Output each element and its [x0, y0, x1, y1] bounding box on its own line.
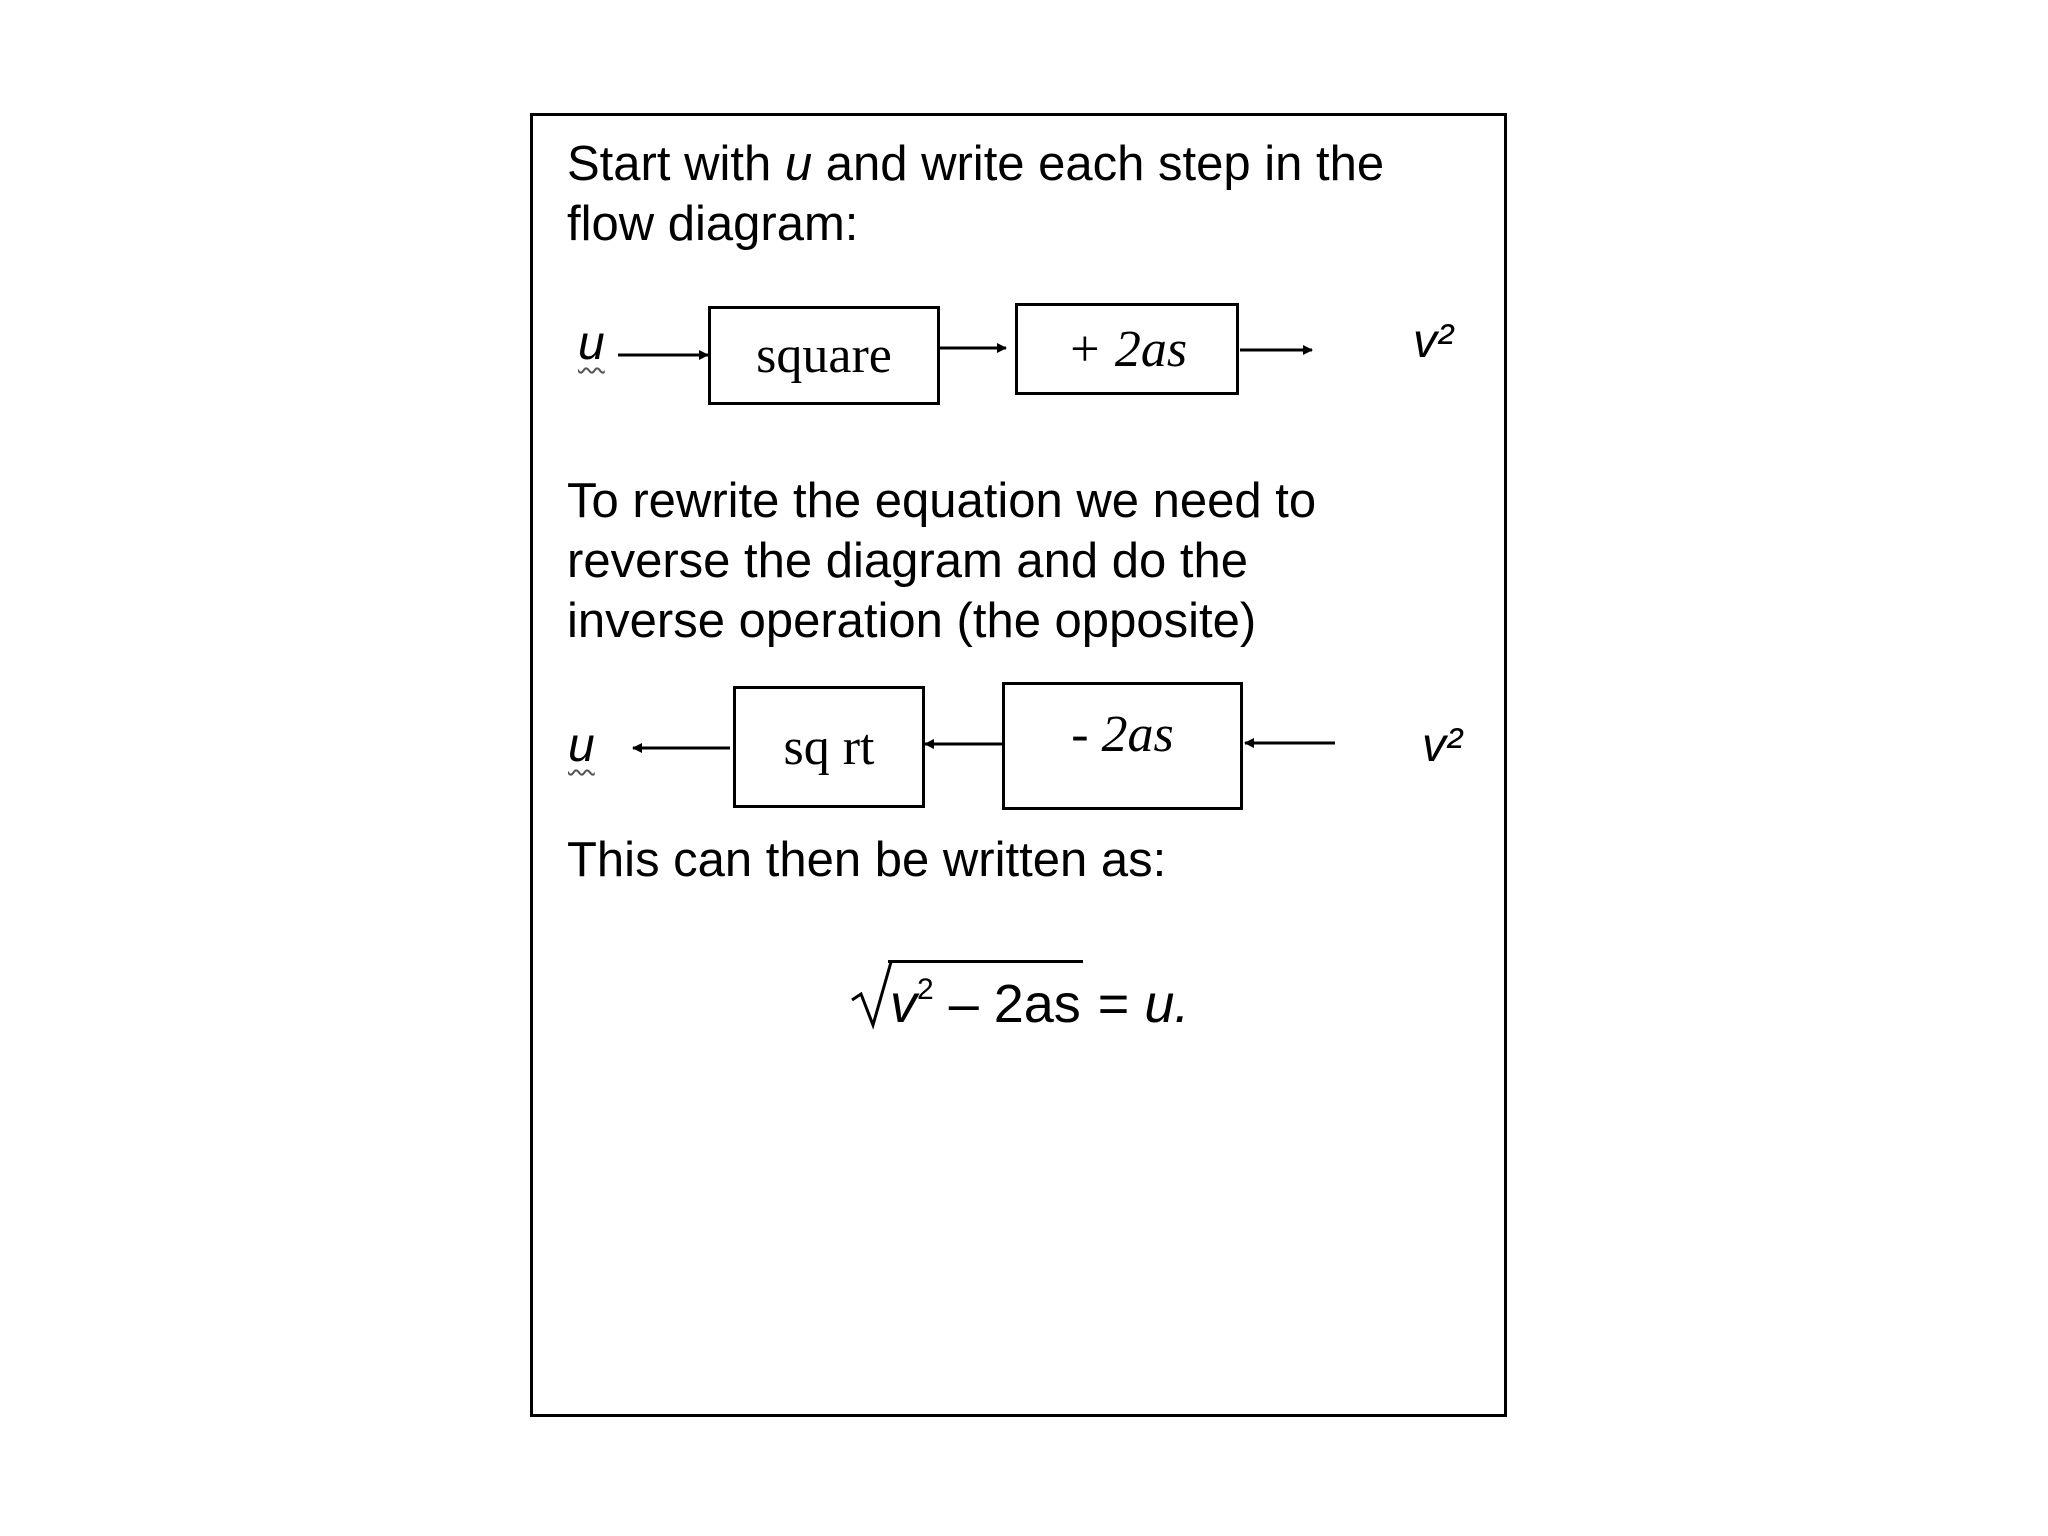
reverse-step-minus-2as-label: - 2as	[1071, 705, 1174, 763]
formula-exponent: 2	[917, 973, 934, 1006]
reverse-step-sqrt-label: sq rt	[783, 718, 875, 776]
formula-equals: =	[1082, 974, 1145, 1034]
formula-result: u.	[1144, 974, 1190, 1034]
explanation-line-2: reverse the diagram and do the	[567, 534, 1248, 588]
reverse-step-sqrt	[733, 686, 925, 808]
forward-step-square-label: square	[756, 327, 892, 384]
explanation-line-3: inverse operation (the opposite)	[567, 594, 1257, 648]
reverse-step-minus-2as	[1002, 682, 1243, 810]
intro-line-2: flow diagram:	[567, 197, 859, 251]
forward-step-plus-2as-label: + 2as	[1066, 320, 1188, 378]
formula-radicand	[888, 960, 1083, 1035]
explanation-line-1: To rewrite the equation we need to	[567, 474, 1317, 528]
forward-end-text: v²	[1413, 315, 1453, 368]
formula-minus-2as: – 2as	[933, 974, 1081, 1034]
intro-text-start: Start with	[567, 137, 785, 191]
reverse-end-label: u	[568, 719, 595, 772]
forward-end-label	[1413, 315, 1453, 368]
formula	[850, 960, 1189, 1040]
intro-line-1	[567, 134, 1384, 194]
formula-v: v	[890, 974, 917, 1034]
intro-variable-u: u	[784, 137, 813, 191]
reverse-start-text: v²	[1422, 719, 1462, 772]
conclusion-text: This can then be written as:	[567, 833, 1167, 887]
intro-text-end: and write each step in the	[812, 137, 1385, 191]
reverse-start-label	[1422, 719, 1462, 772]
forward-step-plus-2as	[1015, 303, 1239, 395]
forward-start-label: u	[578, 317, 605, 370]
forward-step-square	[708, 306, 940, 405]
